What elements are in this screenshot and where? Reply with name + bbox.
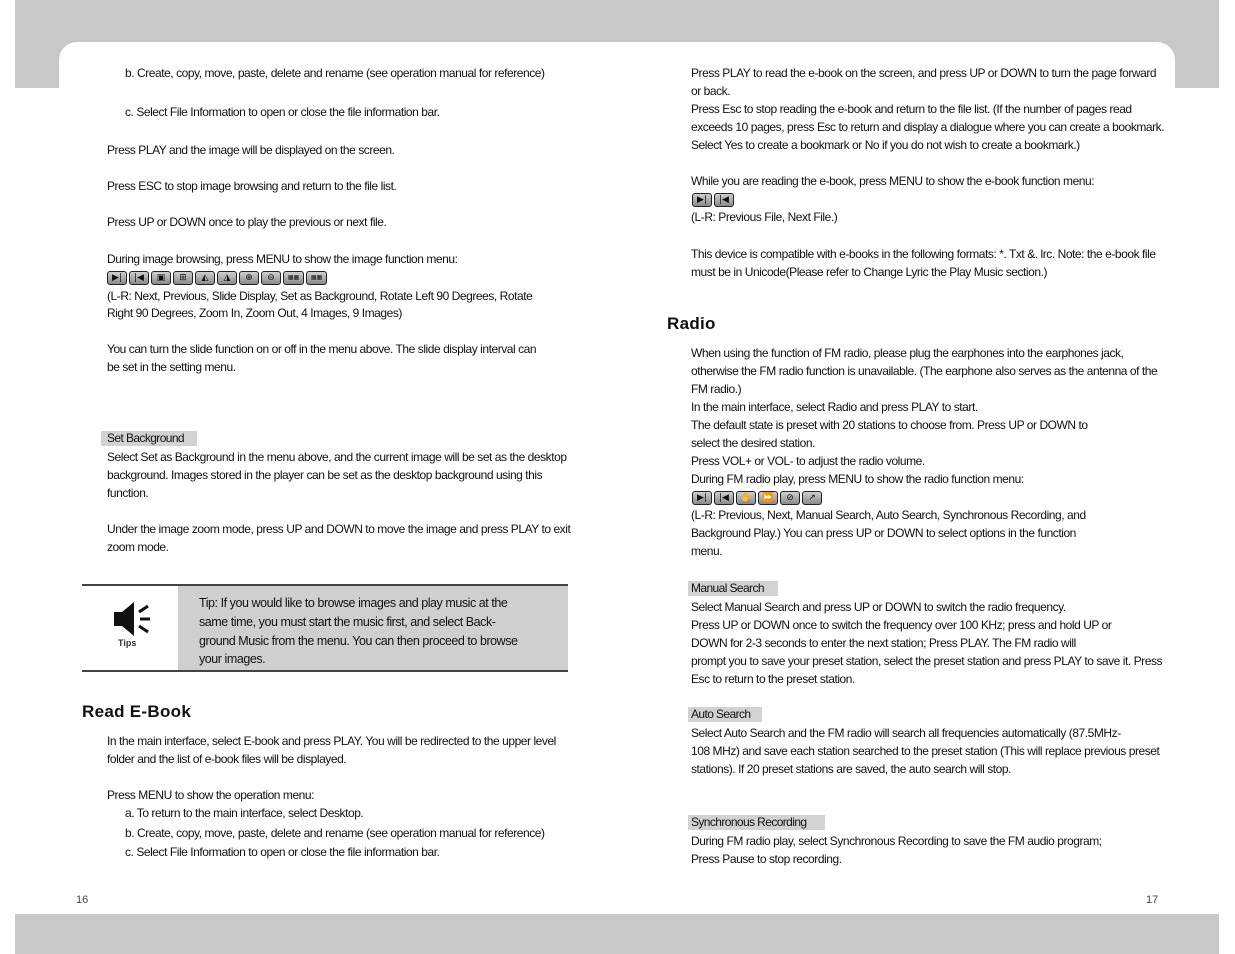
- text-line: stations). If 20 preset stations are saved, the auto search will stop.: [691, 762, 1012, 776]
- text-line: Background Play.) You can press UP or DOWN to select options in the function: [691, 526, 1076, 540]
- text-line: prompt you to save your preset station, select the preset station and press PLAY to save it. Press: [691, 654, 1163, 668]
- tip-line: same time, you must start the music first, and select Back-: [199, 615, 496, 629]
- heading-read-ebook: Read E-Book: [82, 702, 192, 721]
- text-line: Press VOL+ or VOL- to adjust the radio volume.: [691, 454, 925, 468]
- text-line: In the main interface, select Radio and press PLAY to start.: [691, 400, 978, 414]
- text-line: You can turn the slide function on or off in the menu above. The slide display interval can: [107, 342, 537, 356]
- text-line: a. To return to the main interface, select Desktop.: [125, 806, 364, 820]
- text-line: Select Manual Search and press UP or DOWN to switch the radio frequency.: [691, 600, 1066, 614]
- rotate-right-icon: ◮: [217, 271, 237, 285]
- previous-file-icon: ▶|: [692, 193, 712, 207]
- auto-search-label: Auto Search: [688, 707, 762, 722]
- synchronous-recording-icon: ⊘: [780, 491, 800, 505]
- four-images-icon: ▦▦: [283, 271, 304, 285]
- tip-line: your images.: [199, 652, 266, 666]
- tip-line: ground Music from the menu. You can then proceed to browse: [199, 634, 518, 648]
- text-line: background. Images stored in the player can be set as the desktop background using this: [107, 468, 543, 482]
- text-line: (L-R: Previous File, Next File.): [691, 210, 838, 224]
- text-line: FM radio.): [691, 382, 742, 396]
- text-line: c. Select File Information to open or close the file information bar.: [125, 105, 440, 119]
- next-file-icon: |◀: [714, 193, 734, 207]
- tips-label: Tips: [118, 638, 137, 648]
- text-line: b. Create, copy, move, paste, delete and rename (see operation manual for reference): [125, 826, 545, 840]
- rotate-left-icon: ◭: [195, 271, 215, 285]
- text-line: exceeds 10 pages, press Esc to return and display a dialogue where you can create a bookmark.: [691, 120, 1165, 134]
- text-line: (L-R: Next, Previous, Slide Display, Set as Background, Rotate Left 90 Degrees, Rotate: [107, 289, 533, 303]
- text-line: select the desired station.: [691, 436, 815, 450]
- text-line: menu.: [691, 544, 723, 558]
- text-line: While you are reading the e-book, press MENU to show the e-book function menu:: [691, 174, 1095, 188]
- text-line: be set in the setting menu.: [107, 360, 236, 374]
- synchronous-recording-label: Synchronous Recording: [688, 815, 825, 830]
- slide-display-icon: ▣: [151, 271, 171, 285]
- text-line: Select Yes to create a bookmark or No if you do not wish to create a bookmark.): [691, 138, 1080, 152]
- text-line: DOWN for 2-3 seconds to enter the next station; Press PLAY. The FM radio will: [691, 636, 1076, 650]
- text-line: c. Select File Information to open or close the file information bar.: [125, 845, 440, 859]
- background-play-icon: ↗: [802, 491, 822, 505]
- ebook-function-menu: [692, 193, 734, 207]
- previous-icon: |◀: [129, 271, 149, 285]
- previous-icon: ▶|: [692, 491, 712, 505]
- text-line: or back.: [691, 84, 731, 98]
- text-line: (L-R: Previous, Next, Manual Search, Auto Search, Synchronous Recording, and: [691, 508, 1086, 522]
- text-line: During FM radio play, press MENU to show the radio function menu:: [691, 472, 1024, 486]
- text-line: Select Set as Background in the menu above, and the current image will be set as the desktop: [107, 450, 567, 464]
- bottom-band: [15, 914, 1219, 954]
- speaker-icon: [112, 598, 156, 642]
- text-line: otherwise the FM radio function is unavailable. (The earphone also serves as the antenna of the: [691, 364, 1158, 378]
- text-line: Press UP or DOWN once to play the previous or next file.: [107, 215, 387, 229]
- set-background-label: Set Background: [101, 431, 197, 446]
- text-line: This device is compatible with e-books in the following formats: *. Txt &. lrc. Note: the e-book file: [691, 247, 1156, 261]
- page-number-left: 16: [76, 894, 89, 906]
- radio-function-menu: [692, 491, 822, 505]
- text-line: function.: [107, 486, 149, 500]
- zoom-in-icon: ⊕: [239, 271, 259, 285]
- text-line: b. Create, copy, move, paste, delete and rename (see operation manual for reference): [125, 66, 545, 80]
- text-line: During image browsing, press MENU to show the image function menu:: [107, 252, 458, 266]
- page-number-right: 17: [1146, 894, 1159, 906]
- text-line: Esc to return to the preset station.: [691, 672, 855, 686]
- set-background-icon: ⊞: [173, 271, 193, 285]
- text-line: Select Auto Search and the FM radio will search all frequencies automatically (87.5MHz-: [691, 726, 1121, 740]
- tip-box: [82, 584, 568, 672]
- tip-line: Tip: If you would like to browse images and play music at the: [199, 596, 508, 610]
- text-line: When using the function of FM radio, please plug the earphones into the earphones jack,: [691, 346, 1124, 360]
- text-line: Press Pause to stop recording.: [691, 852, 842, 866]
- image-function-menu: [107, 271, 327, 285]
- auto-search-icon: ⏩: [758, 491, 778, 505]
- next-icon: |◀: [714, 491, 734, 505]
- nine-images-icon: ▦▦: [306, 271, 327, 285]
- text-line: Press PLAY to read the e-book on the screen, and press UP or DOWN to turn the page forward: [691, 66, 1157, 80]
- tip-panel: [178, 586, 568, 670]
- zoom-out-icon: ⊖: [261, 271, 281, 285]
- text-line: Under the image zoom mode, press UP and DOWN to move the image and press PLAY to exit: [107, 522, 571, 536]
- text-line: Press PLAY and the image will be displayed on the screen.: [107, 143, 395, 157]
- heading-radio: Radio: [667, 314, 716, 333]
- text-line: folder and the list of e-book files will be displayed.: [107, 752, 347, 766]
- manual-search-icon: ✋: [736, 491, 756, 505]
- text-line: Press MENU to show the operation menu:: [107, 788, 315, 802]
- text-line: In the main interface, select E-book and press PLAY. You will be redirected to the upper level: [107, 734, 556, 748]
- text-line: Press Esc to stop reading the e-book and return to the file list. (If the number of pages read: [691, 102, 1132, 116]
- text-line: The default state is preset with 20 stations to choose from. Press UP or DOWN to: [691, 418, 1088, 432]
- manual-search-label: Manual Search: [688, 581, 778, 596]
- text-line: During FM radio play, select Synchronous Recording to save the FM audio program;: [691, 834, 1102, 848]
- text-line: Right 90 Degrees, Zoom In, Zoom Out, 4 Images, 9 Images): [107, 306, 402, 320]
- text-line: 108 MHz) and save each station searched to the preset station (This will replace previous preset: [691, 744, 1160, 758]
- text-line: Press UP or DOWN once to switch the frequency over 100 KHz; press and hold UP or: [691, 618, 1112, 632]
- text-line: zoom mode.: [107, 540, 169, 554]
- next-icon: ▶|: [107, 271, 127, 285]
- text-line: Press ESC to stop image browsing and return to the file list.: [107, 179, 397, 193]
- text-line: must be in Unicode(Please refer to Change Lyric the Play Music section.): [691, 265, 1048, 279]
